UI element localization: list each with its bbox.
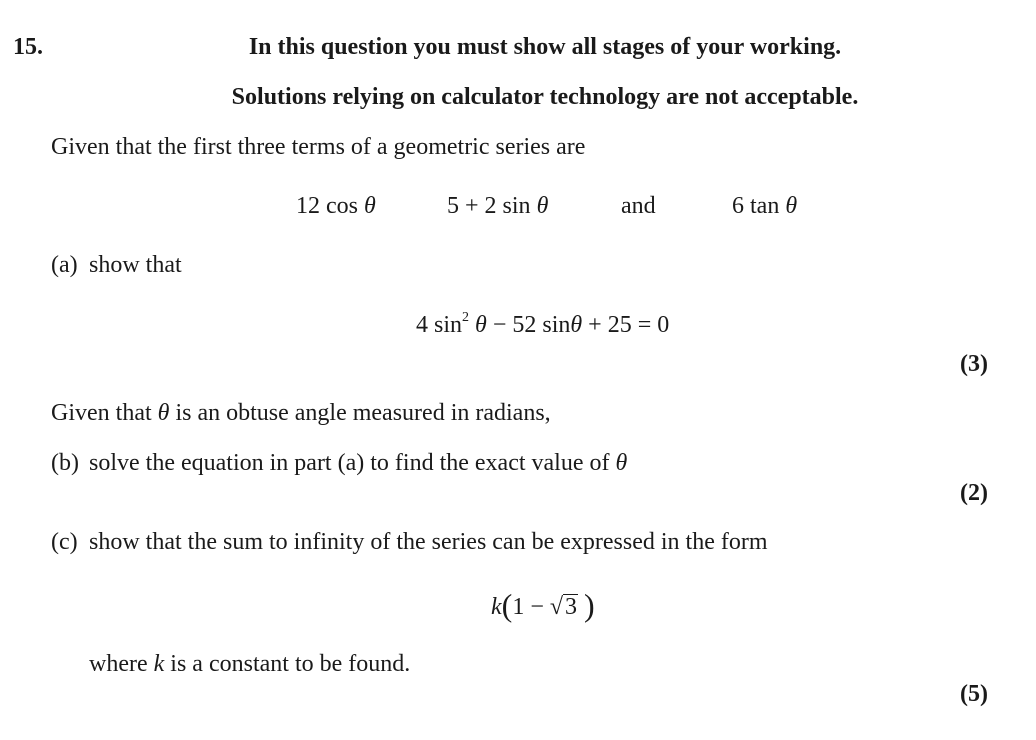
where-after: is a constant to be found. [170, 651, 411, 677]
sqrt-radicand: 3 [565, 594, 578, 620]
equation-sin-2: sin [542, 312, 571, 338]
part-b-text: solve the equation in part (a) to find the exact value of [89, 450, 610, 476]
theta-symbol: θ [536, 193, 549, 219]
where-before: where [89, 651, 148, 677]
sqrt-three [550, 594, 578, 621]
part-c-prompt [51, 529, 768, 556]
equation-power: 2 [462, 310, 470, 325]
term-3 [732, 193, 797, 220]
equation-sin-1: sin [434, 312, 463, 338]
theta-symbol: θ [157, 400, 170, 426]
given-obtuse-text [51, 400, 551, 427]
part-a-prompt [51, 252, 182, 279]
part-c-form [491, 587, 595, 623]
question-number: 15. [13, 34, 43, 60]
part-a-marks: (3) [960, 351, 988, 377]
term-2 [447, 193, 548, 220]
where-k: k [153, 651, 165, 677]
given-after: is an obtuse angle measured in radians, [175, 400, 551, 426]
part-b-marks: (2) [960, 480, 988, 506]
form-k: k [491, 594, 502, 620]
term-3-coefficient: 6 [732, 193, 744, 219]
terms-connector: and [621, 193, 656, 219]
given-before: Given that [51, 400, 152, 426]
term-2-prefix: 5 + 2 [447, 193, 497, 219]
theta-symbol: θ [475, 312, 487, 338]
sqrt-sign: √ [549, 594, 564, 620]
equation-middle: − 52 [492, 312, 537, 338]
part-c-label: (c) [51, 529, 78, 555]
theta-symbol: θ [615, 450, 628, 476]
part-c-where [89, 651, 410, 678]
part-a-text: show that [89, 252, 182, 278]
equation-tail: + 25 = 0 [588, 312, 670, 338]
term-3-function: tan [750, 193, 780, 219]
instruction-line-2: Solutions relying on calculator technology are not acceptable. [231, 84, 859, 110]
term-1-function: cos [326, 193, 358, 219]
theta-symbol: θ [364, 193, 376, 219]
intro-text: Given that the first three terms of a geometric series are [51, 134, 586, 160]
part-b-prompt [51, 450, 627, 477]
equation-coefficient: 4 [416, 312, 428, 338]
term-1 [296, 193, 376, 220]
part-c-text: show that the sum to infinity of the series can be expressed in the form [89, 529, 768, 555]
term-1-coefficient: 12 [296, 193, 320, 219]
part-a-equation [416, 312, 669, 339]
theta-symbol: θ [785, 193, 798, 219]
part-b-label: (b) [51, 450, 79, 476]
part-c-marks: (5) [960, 681, 988, 707]
instruction-line-1: In this question you must show all stages of your working. [248, 34, 842, 60]
theta-symbol: θ [570, 312, 583, 338]
form-open-paren: ( [501, 587, 513, 623]
part-a-label: (a) [51, 252, 78, 278]
form-close-paren: ) [584, 587, 595, 623]
term-2-function: sin [502, 193, 531, 219]
form-one-minus: 1 − [512, 594, 544, 620]
